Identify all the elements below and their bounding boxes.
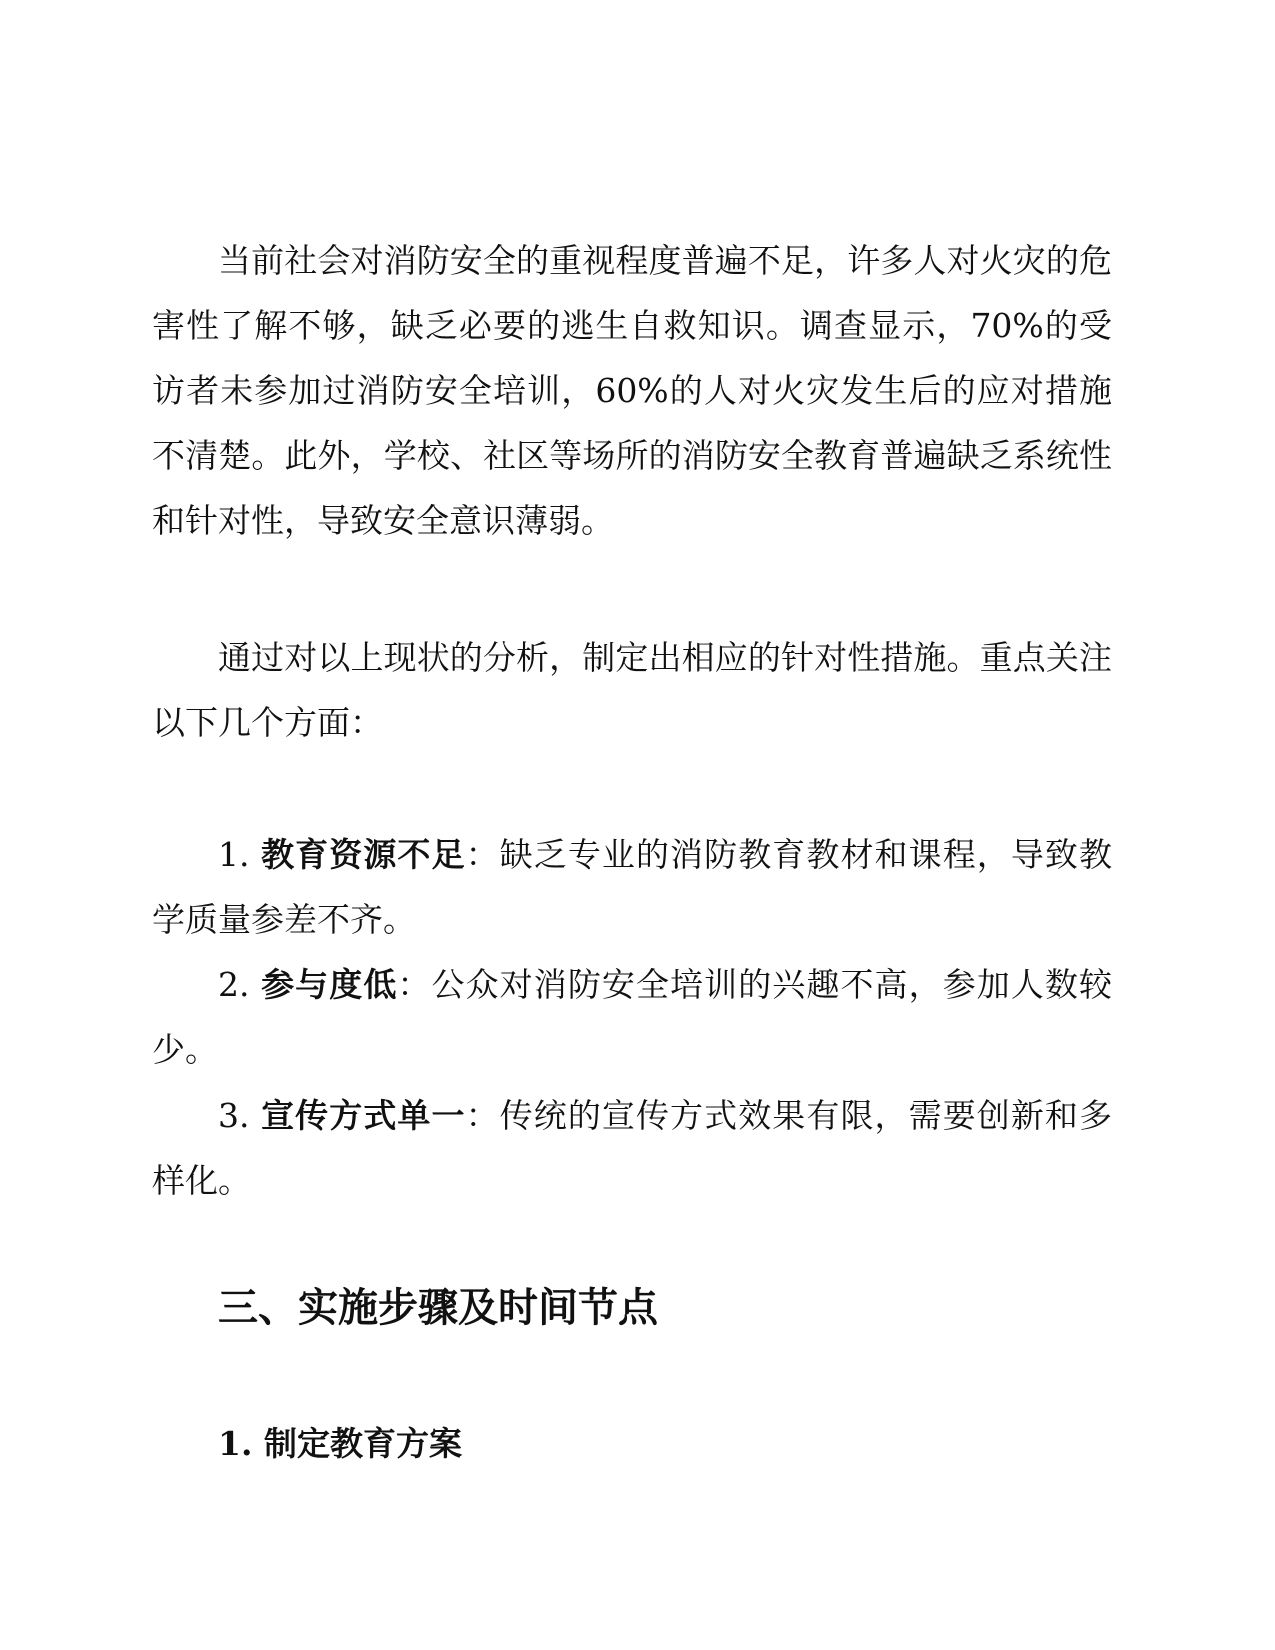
- subsection-heading: 1. 制定教育方案: [218, 1424, 462, 1463]
- list-item-number: 1.: [218, 835, 250, 874]
- list-item: [152, 1083, 1112, 1213]
- paragraph-current-situation: 当前社会对消防安全的重视程度普遍不足，许多人对火灾的危害性了解不够，缺乏必要的逃生自救知识。调查显示，70%的受访者未参加过消防安全培训，60%的人对火灾发生后的应对措施不清楚。此外，学校、社区等场所的消防安全教育普遍缺乏系统性和针对性，导致安全意识薄弱。: [152, 241, 1112, 540]
- section-heading: 三、实施步骤及时间节点: [218, 1284, 658, 1331]
- list-item-title: 宣传方式单一: [261, 1096, 466, 1135]
- list-item-text: 公众对消防安全培训的兴趣不高，参加人数较少。: [152, 965, 1113, 1069]
- list-item: [152, 952, 1112, 1082]
- list-item: [152, 822, 1112, 952]
- list-item-number: 3.: [218, 1096, 250, 1135]
- list-item-number: 2.: [218, 965, 250, 1004]
- list-item-text: 传统的宣传方式效果有限，需要创新和多样化。: [152, 1096, 1113, 1200]
- list-item-title: 参与度低: [261, 965, 398, 1004]
- list-item-colon: ：: [397, 965, 432, 1004]
- list-item-title: 教育资源不足: [261, 835, 466, 874]
- paragraph-analysis: 通过对以上现状的分析，制定出相应的针对性措施。重点关注以下几个方面：: [152, 638, 1112, 742]
- list-item-colon: ：: [465, 1096, 500, 1135]
- list-item-text: 缺乏专业的消防教育教材和课程，导致教学质量参差不齐。: [152, 835, 1113, 939]
- list-item-colon: ：: [465, 835, 500, 874]
